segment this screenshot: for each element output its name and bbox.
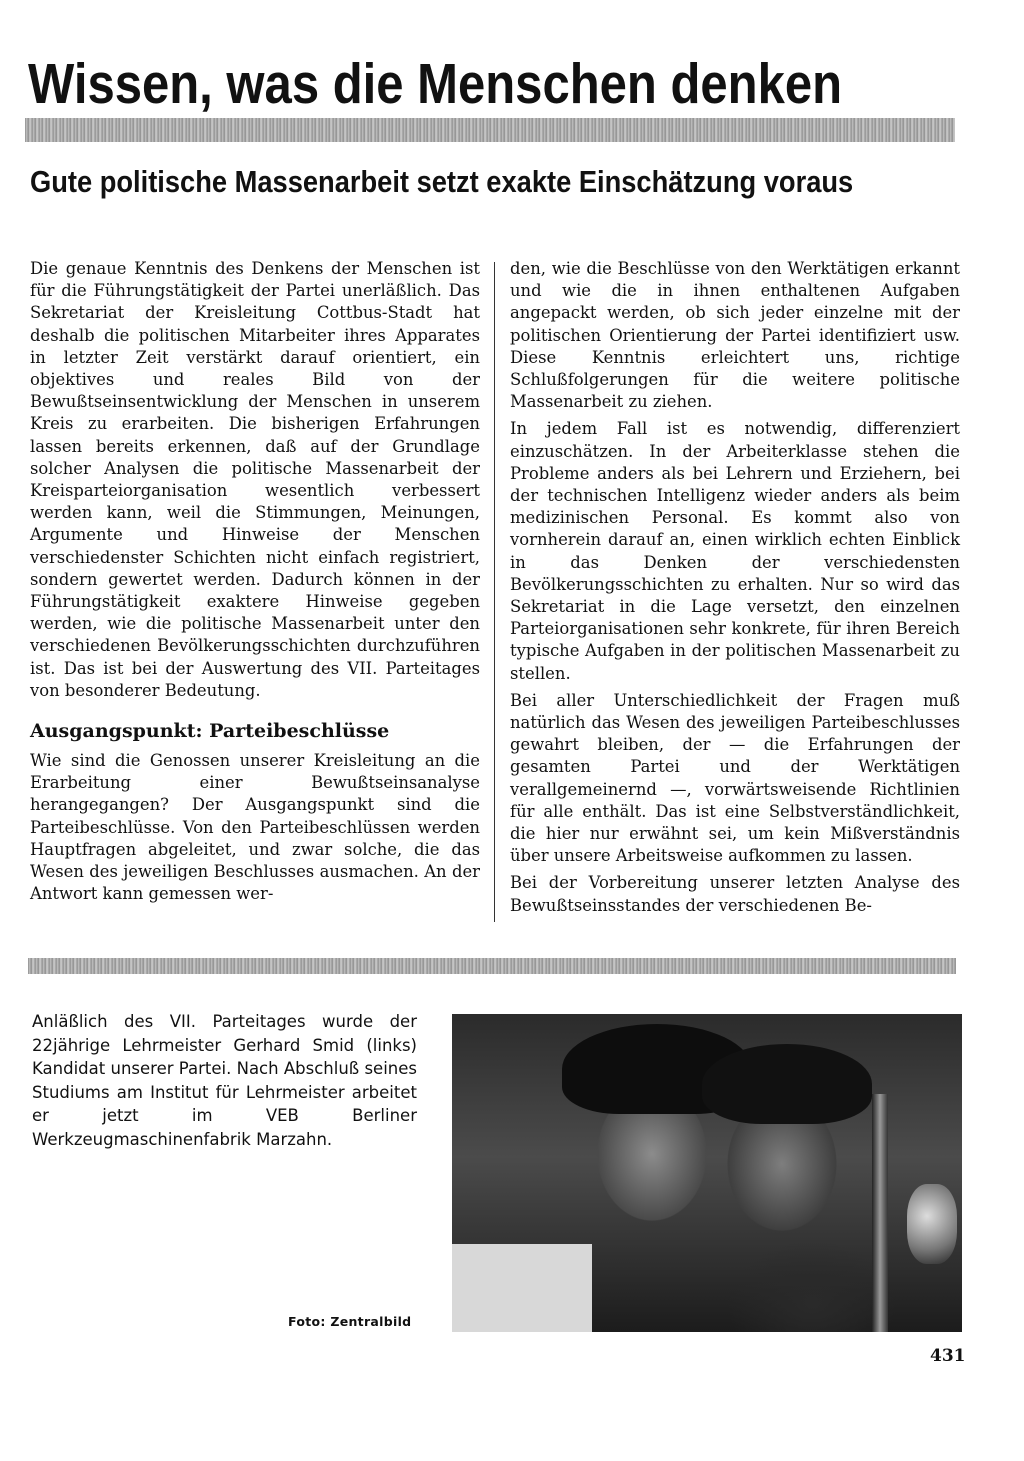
photo-gauge (907, 1184, 957, 1264)
headline: Wissen, was die Menschen denken (28, 52, 843, 116)
subheadline: Gute politische Massenarbeit setzt exakte Einschätzung voraus (30, 164, 854, 199)
section-title: Ausgangspunkt: Parteibeschlüsse (30, 720, 390, 743)
decorative-rule-middle (28, 958, 956, 974)
photo-two-apprentices (452, 1014, 962, 1332)
photo-shirt (452, 1244, 592, 1332)
text-column-right (510, 258, 960, 922)
text-column-left (30, 258, 480, 910)
body-paragraph: Bei aller Unterschiedlichkeit der Fragen muß natürlich das Wesen des jeweiligen Parteibeschlusses gewahrt bleiben, der — die Erfahrungen der gesamten Partei und der Werktätigen verallgemeinernd —, vorwärtsweisende Richtlinien für alle enthält. Das ist eine Selbstverständlichkeit, die hier nur erwähnt sei, um kein Mißverständnis über unsere Arbeitsweise aufkommen zu lassen. (510, 690, 960, 866)
body-paragraph: In jedem Fall ist es notwendig, differenziert einzuschätzen. In der Arbeiterklasse stehen die Probleme anders als bei Lehrern und Erziehern, bei der technischen Intelligenz wieder anders als beim medizinischen Personal. Es kommt also von vornherein darauf an, einen wirklich echten Einblick in das Denken der verschiedensten Bevölkerungsschichten zu erhalten. Nur so wird das Sekretariat in die Lage versetzt, den einzelnen Parteiorganisationen sehr konkrete, für ihren Bereich typische Aufgaben in der politischen Massenarbeit zu stellen. (510, 419, 960, 683)
decorative-rule-top (25, 118, 955, 142)
photo-credit: Foto: Zentralbild (288, 1314, 412, 1329)
photo-figure-right (702, 1044, 872, 1124)
body-paragraph: Die genaue Kenntnis des Denkens der Menschen ist für die Führungstätigkeit der Partei unerläßlich. Das Sekretariat der Kreisleitung Cottbus-Stadt hat deshalb die politischen Mitarbeiter ihres Apparates in letzter Zeit verstärkt darauf orientiert, ein objektives und reales Bild von der Bewußtseinsentwicklung der Menschen in unserem Kreis zu erarbeiten. Die bisherigen Erfahrungen lassen bereits erkennen, daß auf der Grundlage solcher Analysen die politische Massenarbeit der Kreisparteiorganisation wesentlich verbessert werden kann, weil die Stimmungen, Meinungen, Argumente und Hinweise der Menschen verschiedenster Schichten nicht einfach registriert, sondern gewertet werden. Dadurch können in der Führungstätigkeit exaktere Hinweise gegeben werden, wie die politische Massenarbeit unter den verschiedenen Bevölkerungsschichten durchzuführen ist. Das ist bei der Auswertung des VII. Parteitages von besonderer Bedeutung. (30, 259, 480, 700)
photo-caption: Anläßlich des VII. Parteitages wurde der 22jährige Lehrmeister Gerhard Smid (links) Kandidat unserer Partei. Nach Abschluß seines Studiums am Institut für Lehrmeister arbeitet er jetzt im VEB Berliner Werkzeugmaschinenfabrik Marzahn. (32, 1012, 417, 1149)
body-paragraph: den, wie die Beschlüsse von den Werktätigen erkannt und wie die in ihnen enthaltenen Aufgaben angepackt werden, ob sich jeder einzelne mit der politischen Orientierung der Partei identifiziert usw. Diese Kenntnis erleichtert uns, richtige Schlußfolgerungen für die weitere politische Massenarbeit zu ziehen. (510, 259, 960, 412)
photo-machine-pole (872, 1094, 888, 1332)
body-paragraph: Wie sind die Genossen unserer Kreisleitung an die Erarbeitung einer Bewußtseinsanalyse herangegangen? Der Ausgangspunkt sind die Parteibeschlüsse. Von den Parteibeschlüssen werden Hauptfragen abgeleitet, und zwar solche, die das Wesen des jeweiligen Beschlusses ausmachen. An der Antwort kann gemessen wer- (30, 751, 480, 904)
body-paragraph: Bei der Vorbereitung unserer letzten Analyse des Bewußtseinsstandes der verschiedenen Be- (510, 873, 960, 915)
column-divider (494, 262, 495, 922)
page-number: 431 (930, 1346, 966, 1366)
